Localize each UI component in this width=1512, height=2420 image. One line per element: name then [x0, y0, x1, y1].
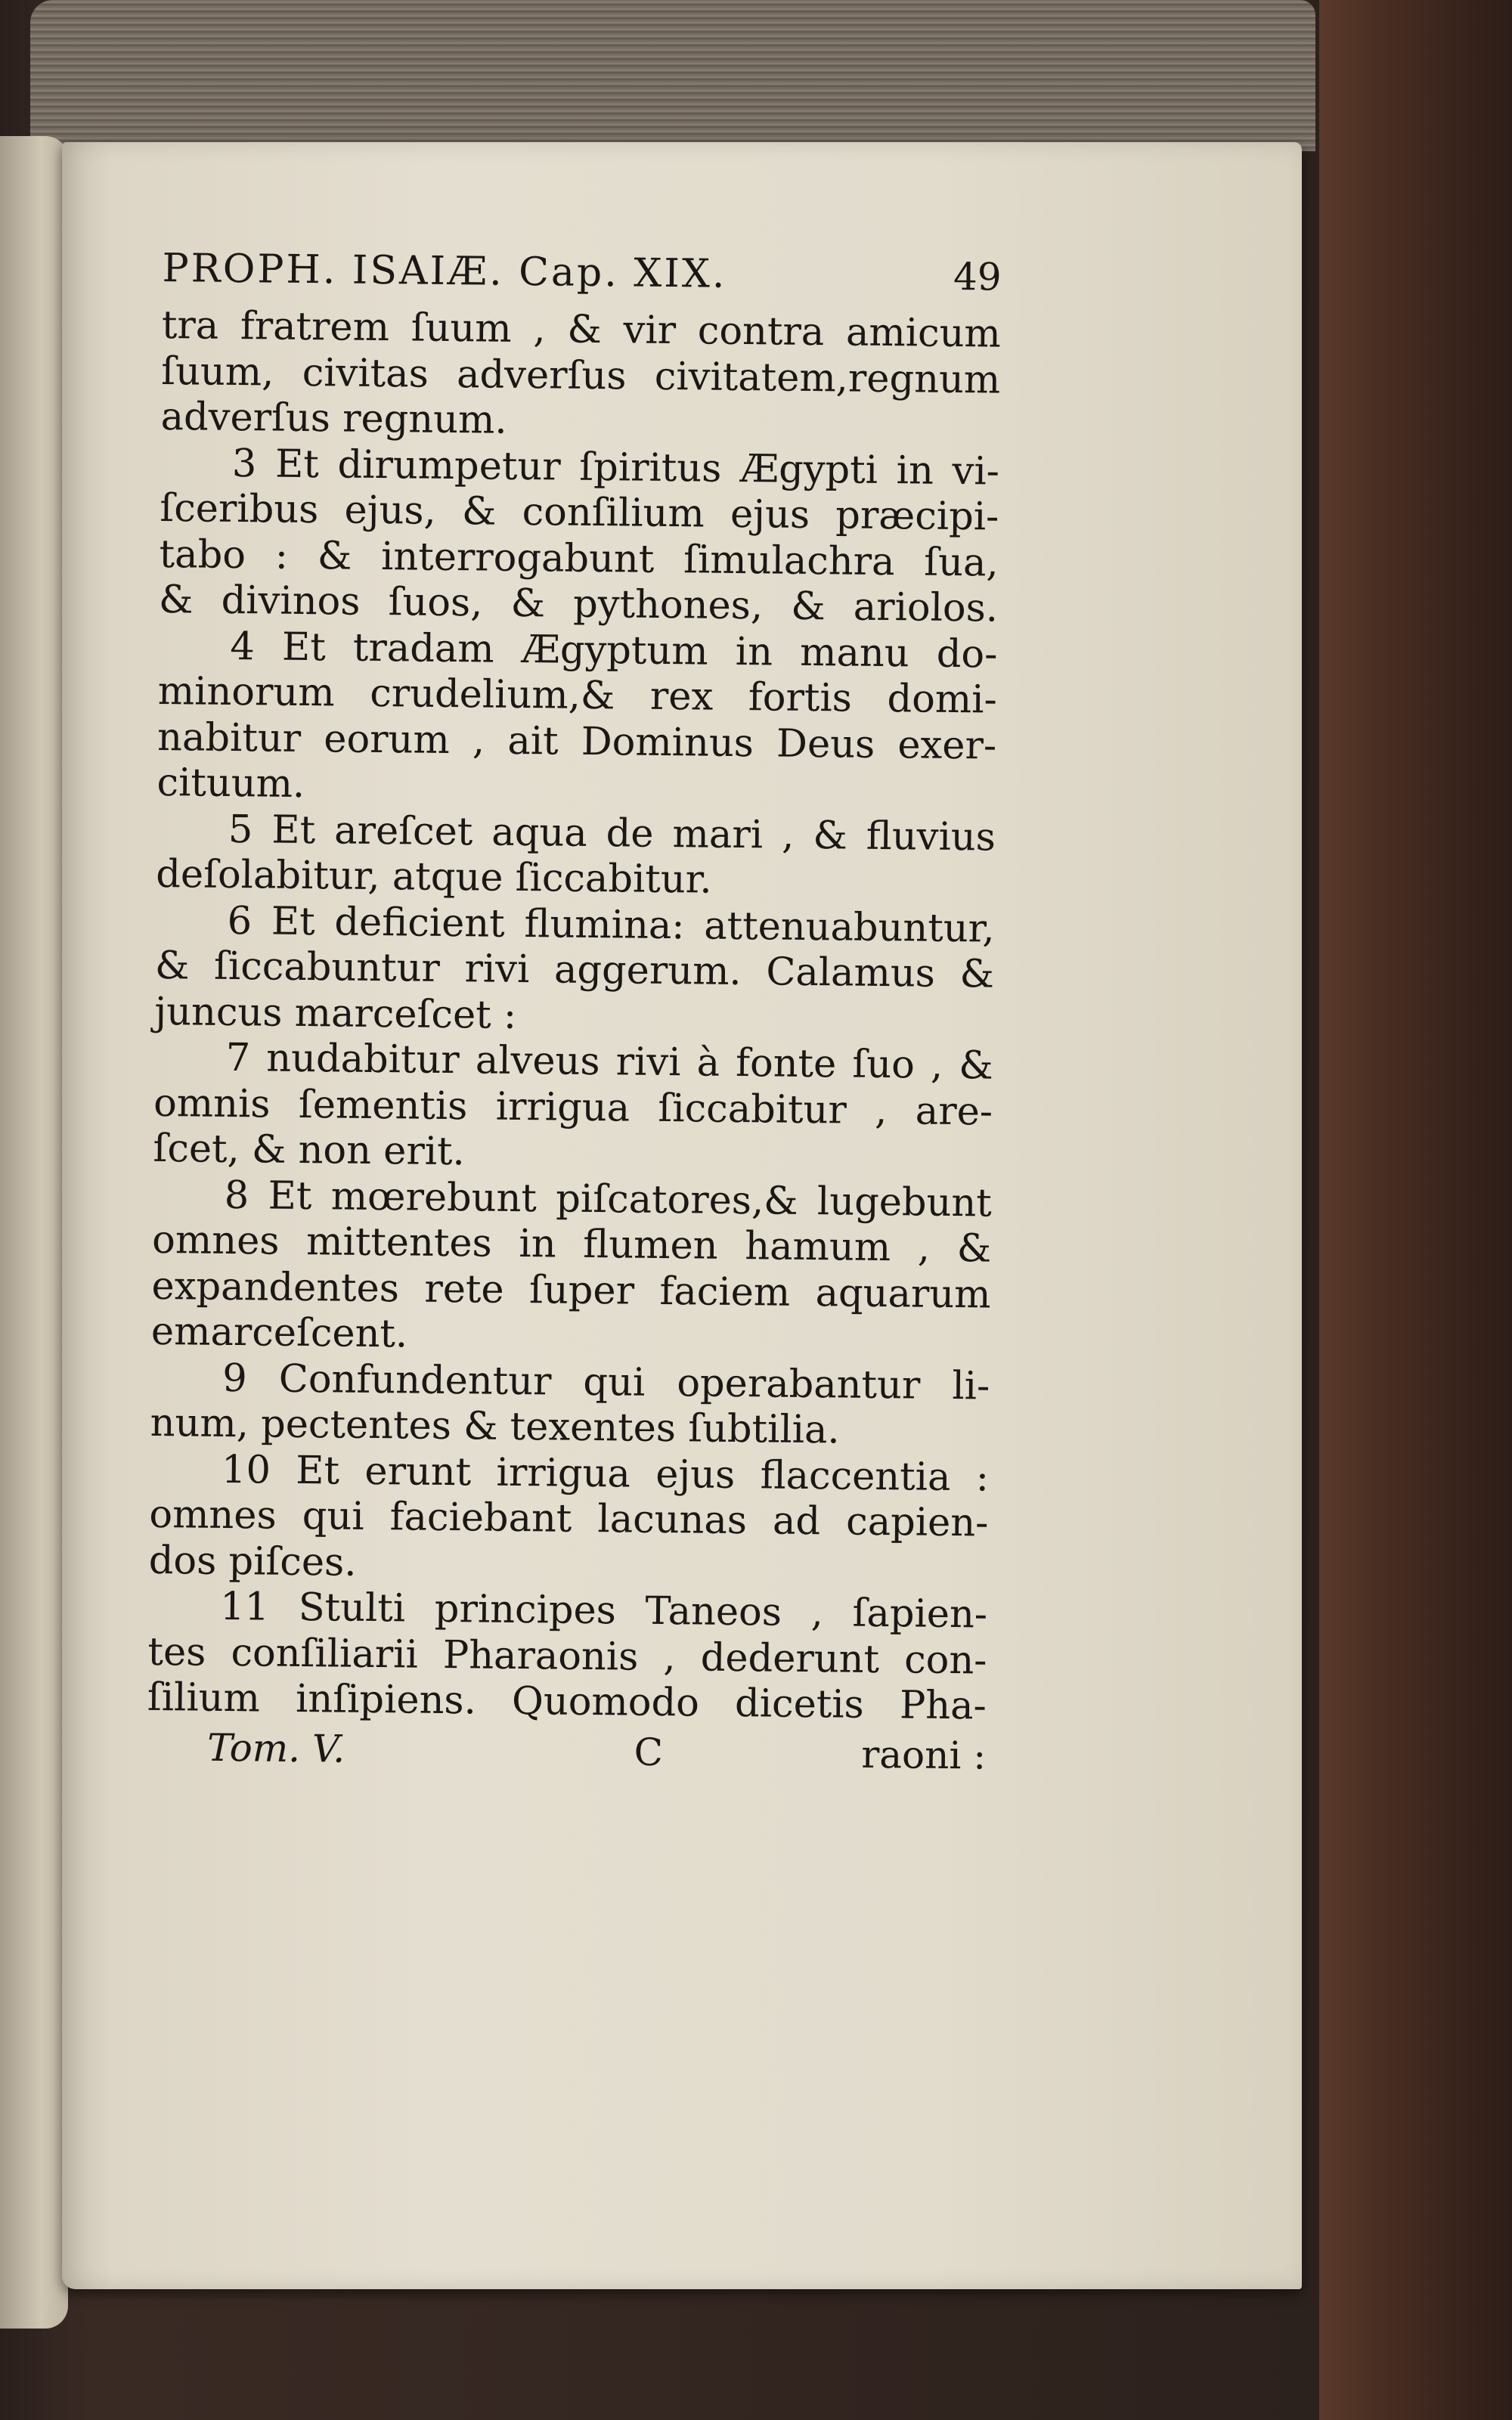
previous-page-sliver — [0, 136, 68, 2329]
text-line: 9 Confundentur qui operabantur li- — [222, 1356, 990, 1409]
text-line: 8 Et mœrebunt piſcatores,& lugebunt — [224, 1173, 993, 1226]
book-cover-edge — [1319, 0, 1512, 2420]
tome-label: Tom. V. — [206, 1725, 345, 1771]
text-line: expandentes rete ſuper faciem aquarum — [151, 1263, 991, 1318]
catchword: raoni : — [861, 1732, 987, 1778]
text-line: 4 Et tradam Ægyptum in manu do- — [230, 624, 998, 677]
page-text-block — [147, 246, 1002, 1778]
text-line: omnes mittentes in flumen hamum , & — [151, 1217, 992, 1272]
text-line: minorum crudelium,& rex fortis domi- — [157, 668, 998, 723]
text-line: adverſus regnum. — [160, 394, 507, 443]
page-stack-edges — [30, 0, 1315, 151]
text-line: nabitur eorum , ait Dominus Deus exer- — [156, 714, 997, 769]
text-line: ſceribus ejus, & conſilium ejus præcipi- — [160, 485, 999, 540]
text-line: num, pectentes & texentes ſubtilia. — [150, 1400, 840, 1453]
text-line: tabo : & interrogabunt ſimulachra ſua, — [159, 531, 999, 586]
text-line: 7 nudabitur alveus rivi à fonte ſuo , & — [225, 1035, 994, 1089]
body-lines — [147, 303, 1002, 1730]
running-title: PROPH. ISAIÆ. Cap. XIX. — [162, 246, 727, 297]
text-line: 3 Et dirumpetur ſpiritus Ægypti in vi- — [231, 441, 1000, 494]
text-line: omnes qui faciebant lacunas ad capien- — [149, 1492, 989, 1546]
text-line: juncus marceſcet : — [154, 989, 517, 1038]
text-line: 6 Et deficient flumina: attenuabuntur, — [227, 898, 995, 952]
text-line: ſilium inſipiens. Quomodo dicetis Pha- — [147, 1675, 987, 1729]
text-line: cituum. — [156, 760, 305, 807]
signature-mark: C — [634, 1730, 664, 1774]
text-line: emarceſcent. — [150, 1309, 408, 1357]
page-header — [162, 246, 1002, 309]
text-line: deſolabitur, atque ſiccabitur. — [155, 851, 712, 903]
page-number: 49 — [953, 254, 1002, 299]
page-footer — [147, 1724, 987, 1778]
text-line: ſuum, civitas adverſus civitatem,regnum — [160, 349, 1001, 403]
text-line: & ſiccabuntur rivi aggerum. Calamus & — [154, 943, 995, 997]
text-line: tra fratrem ſuum , & vir contra amicum — [161, 302, 1002, 357]
text-line: ſcet, & non erit. — [153, 1126, 466, 1175]
text-line: dos piſces. — [148, 1538, 357, 1585]
text-line: & divinos ſuos, & pythones, & ariolos. — [158, 577, 999, 631]
text-line: 10 Et erunt irrigua ejus flaccentia : — [221, 1447, 990, 1501]
text-line: 11 Stulti principes Taneos , ſapien- — [219, 1584, 988, 1638]
text-line: omnis ſementis irrigua ſiccabitur , are- — [153, 1080, 993, 1135]
text-line: 5 Et areſcet aqua de mari , & fluvius — [228, 807, 996, 860]
text-line: tes conſiliarii Pharaonis , dederunt con- — [147, 1629, 987, 1684]
